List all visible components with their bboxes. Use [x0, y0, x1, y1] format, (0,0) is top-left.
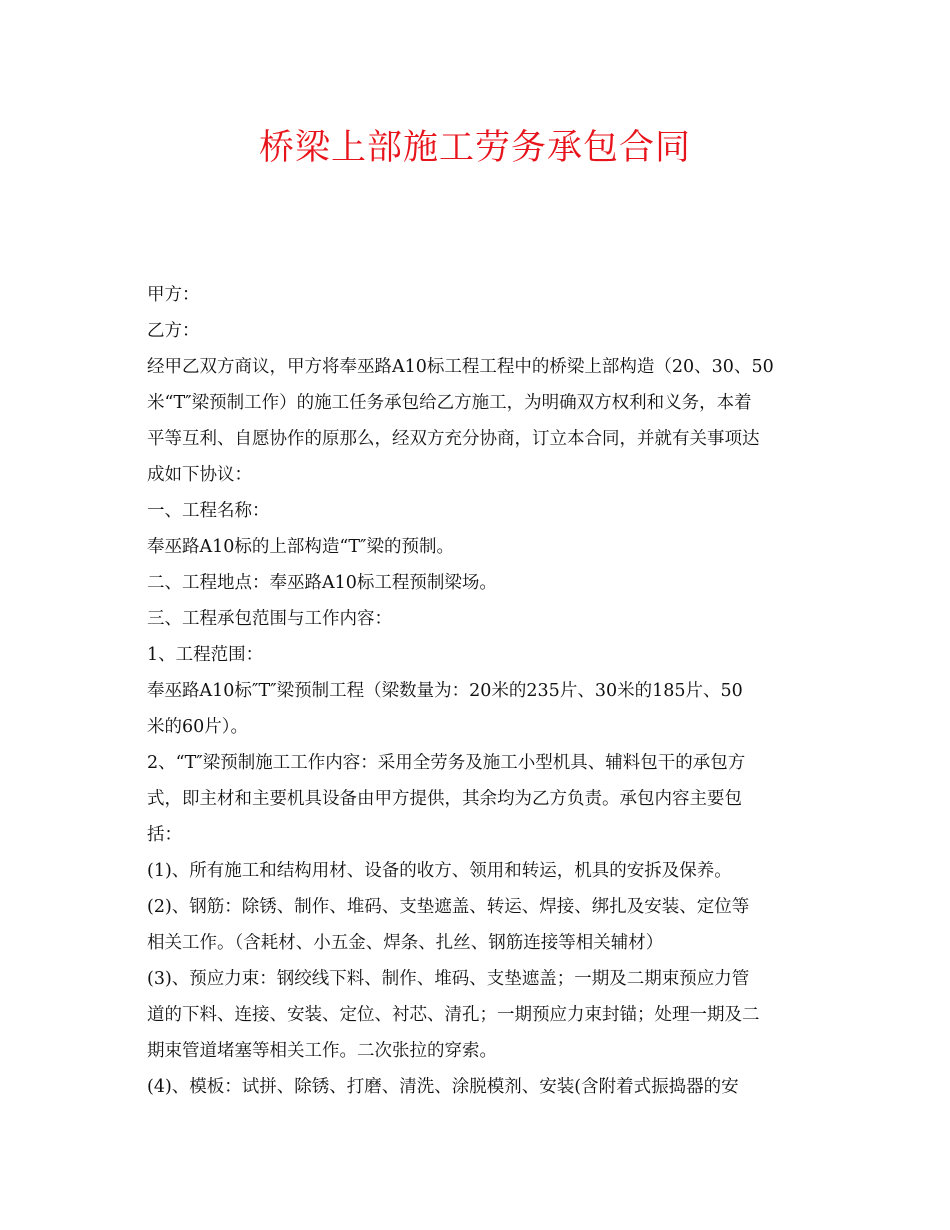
text-line: 甲方： — [147, 285, 200, 305]
text-line: 奉巫路A10标″T″梁预制工程（梁数量为：20米的235片、30米的185片、50 — [147, 681, 743, 701]
text-line: 一、工程名称： — [147, 501, 270, 521]
text-line: 米“T″梁预制工作）的施工任务承包给乙方施工，为明确双方权利和义务，本着 — [147, 393, 752, 413]
text-line: 三、工程承包范围与工作内容： — [147, 609, 392, 629]
text-line: (4)、模板：试拼、除锈、打磨、清洗、涂脱模剂、安装(含附着式振捣器的安 — [147, 1077, 739, 1097]
text-line: 2、“T″梁预制施工工作内容：采用全劳务及施工小型机具、辅料包干的承包方 — [147, 753, 746, 773]
text-line: 期束管道堵塞等相关工作。二次张拉的穿索。 — [147, 1041, 497, 1061]
text-line: 平等互利、自愿协作的原那么，经双方充分协商，订立本合同，并就有关事项达 — [147, 429, 760, 449]
text-line: 奉巫路A10标的上部构造“T″梁的预制。 — [147, 537, 455, 557]
text-line: 成如下协议： — [147, 465, 252, 485]
text-line: 乙方： — [147, 321, 200, 341]
text-line: 二、工程地点：奉巫路A10标工程预制梁场。 — [147, 573, 497, 593]
text-line: 道的下料、连接、安装、定位、衬芯、清孔；一期预应力束封锚；处理一期及二 — [147, 1005, 760, 1025]
text-line: 1、工程范围： — [147, 645, 264, 665]
text-line: 米的60片）。 — [147, 717, 249, 737]
document-body — [147, 277, 807, 1105]
document-title: 桥梁上部施工劳务承包合同 — [258, 128, 691, 168]
text-line: (1)、所有施工和结构用材、设备的收方、领用和转运，机具的安拆及保养。 — [147, 861, 732, 881]
text-line: 相关工作。（含耗材、小五金、焊条、扎丝、钢筋连接等相关辅材） — [147, 933, 664, 953]
text-line: 括： — [147, 825, 182, 845]
text-line: 经甲乙双方商议，甲方将奉巫路A10标工程工程中的桥梁上部构造（20、30、50 — [147, 357, 774, 377]
text-line: (2)、钢筋：除锈、制作、堆码、支垫遮盖、转运、焊接、绑扎及安装、定位等 — [147, 897, 750, 917]
text-line: 式，即主材和主要机具设备由甲方提供，其余均为乙方负责。承包内容主要包 — [147, 789, 742, 809]
text-line: (3)、预应力束：钢绞线下料、制作、堆码、支垫遮盖；一期及二期束预应力管 — [147, 969, 750, 989]
